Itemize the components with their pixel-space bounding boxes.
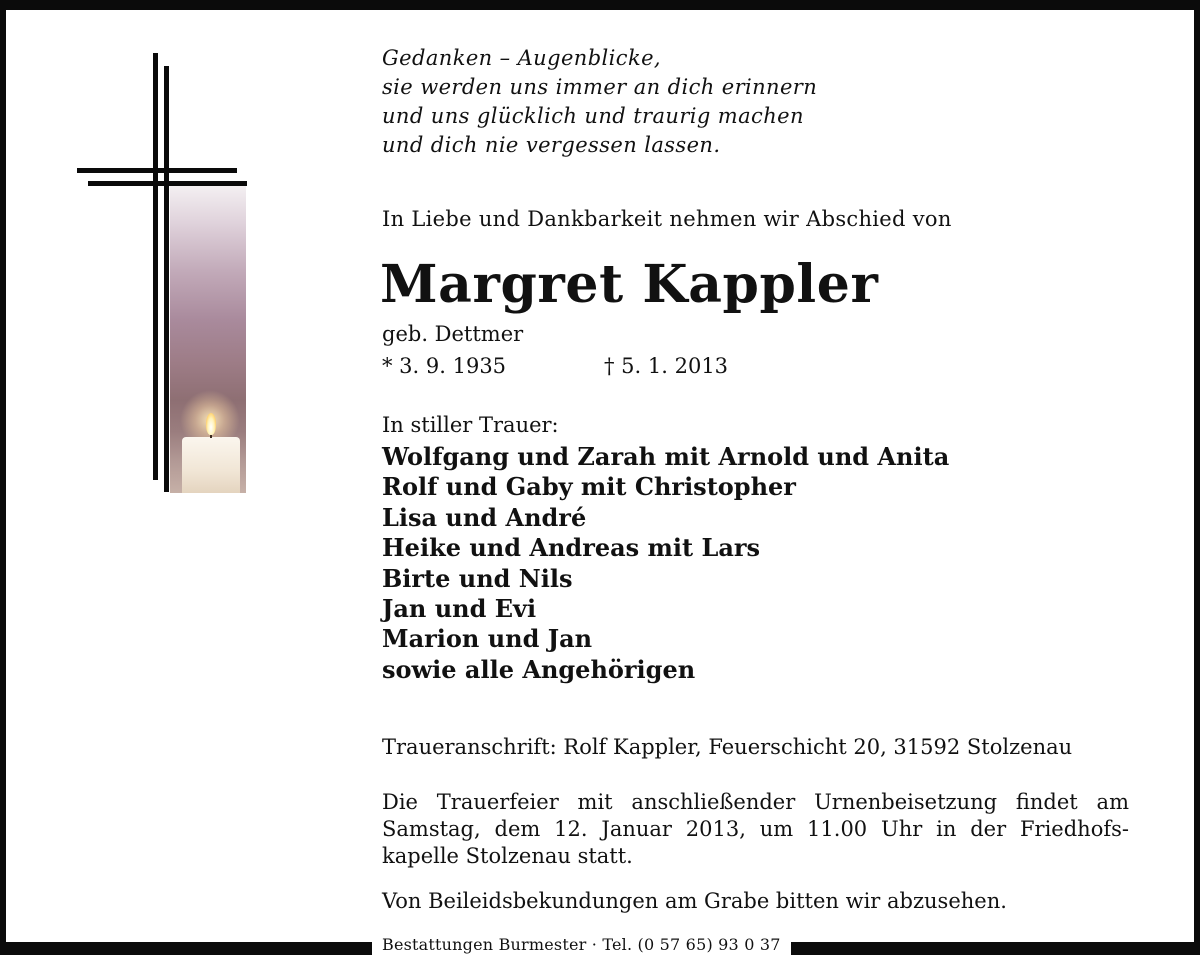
mourner-entry: Heike und Andreas mit Lars: [382, 533, 761, 563]
mourner-entry: Jan und Evi: [382, 594, 537, 624]
poem-line: und dich nie vergessen lassen.: [382, 133, 721, 157]
cross-icon: [153, 53, 158, 480]
farewell-intro: In Liebe und Dankbarkeit nehmen wir Abschied von: [382, 207, 952, 231]
poem-line: sie werden uns immer an dich erinnern: [382, 75, 818, 99]
mourner-entry: Lisa und André: [382, 502, 587, 532]
mourner-entry: Wolfgang und Zarah mit Arnold und Anita: [382, 442, 950, 471]
mourner-entry: sowie alle Angehörigen: [382, 654, 696, 684]
mourning-address: Traueranschrift: Rolf Kappler, Feuerschicht 20, 31592 Stolzenau: [382, 735, 1073, 759]
deceased-name: Margret Kappler: [380, 254, 879, 315]
condolence-note: Von Beileidsbekundungen am Grabe bitten wir abzusehen.: [382, 889, 1007, 913]
cross-horizontal-bar-2: [88, 181, 247, 186]
birth-date: * 3. 9. 1935: [382, 354, 507, 378]
mourner-entry: Rolf und Gaby mit Christopher: [382, 472, 796, 502]
cross-horizontal-bar-1: [77, 168, 237, 173]
mourner-entry: Marion und Jan: [382, 624, 593, 654]
mourner-entry: Birte und Nils: [382, 563, 573, 593]
funeral-home-footer: Bestattungen Burmester · Tel. (0 57 65) 93 0 37: [372, 935, 791, 955]
mourning-label: In stiller Trauer:: [382, 413, 559, 437]
candle-icon: [170, 185, 246, 493]
frame-right-border: [1194, 0, 1200, 955]
ceremony-notice: [382, 789, 1129, 870]
cross-vertical-bar-2: [164, 66, 169, 492]
ceremony-line: Samstag, dem 12. Januar 2013, um 11.00 Uhr in der Friedhofs-: [382, 817, 1129, 841]
mourners-list: [382, 442, 949, 685]
poem-line: Gedanken – Augenblicke,: [382, 46, 661, 70]
cross-candle-picture: [0, 0, 360, 520]
maiden-name: geb. Dettmer: [382, 322, 524, 346]
poem: [382, 44, 817, 160]
candle-flame: [206, 413, 216, 435]
candle-body: [182, 437, 240, 493]
ceremony-line: Die Trauerfeier mit anschließender Urnenbeisetzung findet am: [382, 790, 1129, 814]
poem-line: und uns glücklich und traurig machen: [382, 104, 804, 128]
ceremony-line: kapelle Stolzenau statt.: [382, 844, 633, 868]
death-date: † 5. 1. 2013: [604, 354, 729, 378]
